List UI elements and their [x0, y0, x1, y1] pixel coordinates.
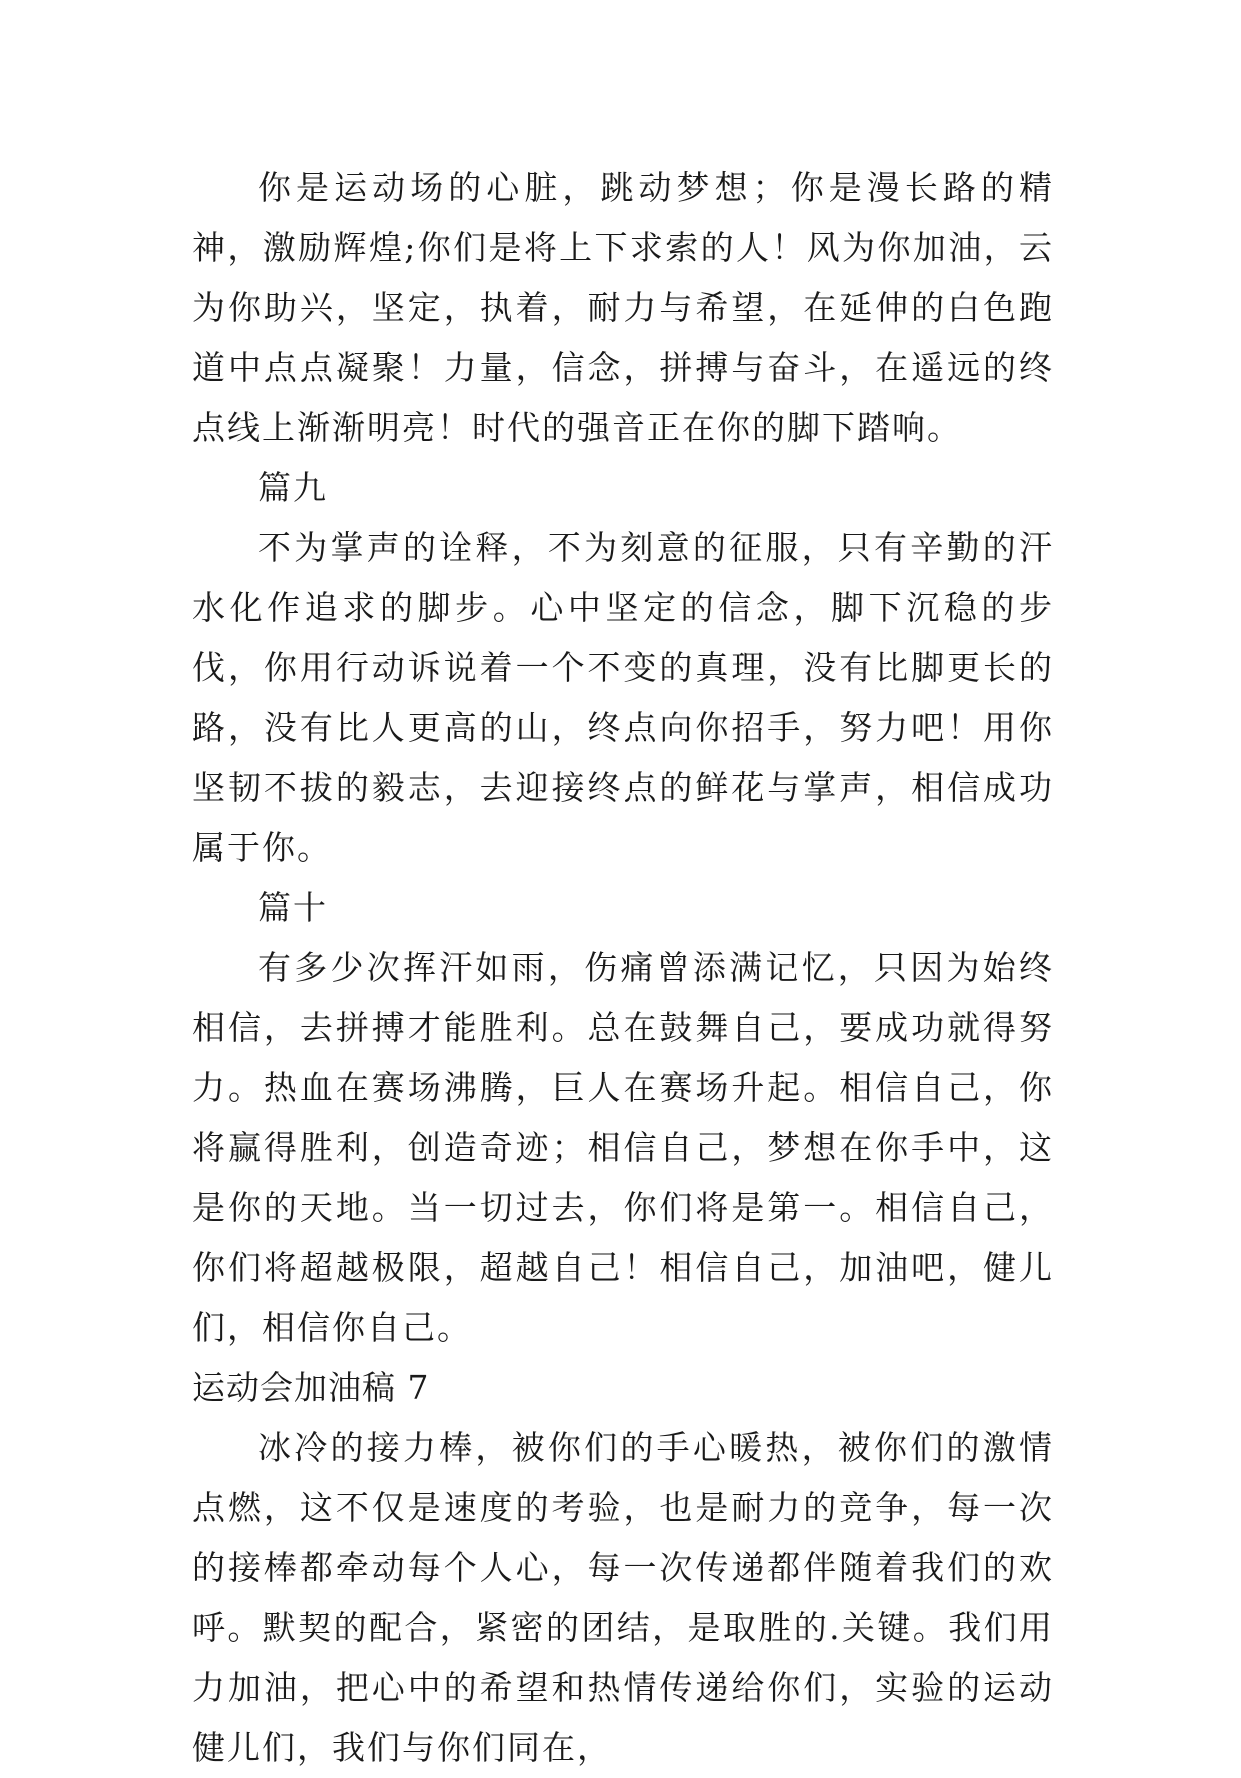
heading-pian-shi: 篇十 — [258, 888, 328, 927]
paragraph-section-7: 冰冷的接力棒，被你们的手心暖热，被你们的激情点燃，这不仅是速度的考验，也是耐力的竞争，每一次的接棒都牵动每个人心，每一次传递都伴随着我们的欢呼。默契的配合，紧密的团结，是取胜的.关键。我们用力加油，把心中的希望和热情传递给你们，实验的运动健儿们，我们与你们同在， — [192, 1428, 1054, 1767]
document-body — [192, 158, 1054, 1778]
paragraph-pian-shi: 有多少次挥汗如雨，伤痛曾添满记忆，只因为始终相信，去拼搏才能胜利。总在鼓舞自己，要成功就得努力。热血在赛场沸腾，巨人在赛场升起。相信自己，你将赢得胜利，创造奇迹；相信自己，梦想在你手中，这是你的天地。当一切过去，你们将是第一。相信自己，你们将超越极限，超越自己！相信自己，加油吧，健儿们，相信你自己。 — [192, 948, 1054, 1347]
paragraph-intro: 你是运动场的心脏，跳动梦想；你是漫长路的精神，激励辉煌;你们是将上下求索的人！风为你加油，云为你助兴，坚定，执着，耐力与希望，在延伸的白色跑道中点点凝聚！力量，信念，拼搏与奋斗，在遥远的终点线上渐渐明亮！时代的强音正在你的脚下踏响。 — [192, 168, 1054, 447]
section-title: 运动会加油稿 7 — [192, 1368, 430, 1407]
paragraph-pian-jiu: 不为掌声的诠释，不为刻意的征服，只有辛勤的汗水化作追求的脚步。心中坚定的信念，脚下沉稳的步伐，你用行动诉说着一个不变的真理，没有比脚更长的路，没有比人更高的山，终点向你招手，努力吧！用你坚韧不拔的毅志，去迎接终点的鲜花与掌声，相信成功属于你。 — [192, 528, 1054, 867]
heading-pian-jiu: 篇九 — [258, 468, 328, 507]
